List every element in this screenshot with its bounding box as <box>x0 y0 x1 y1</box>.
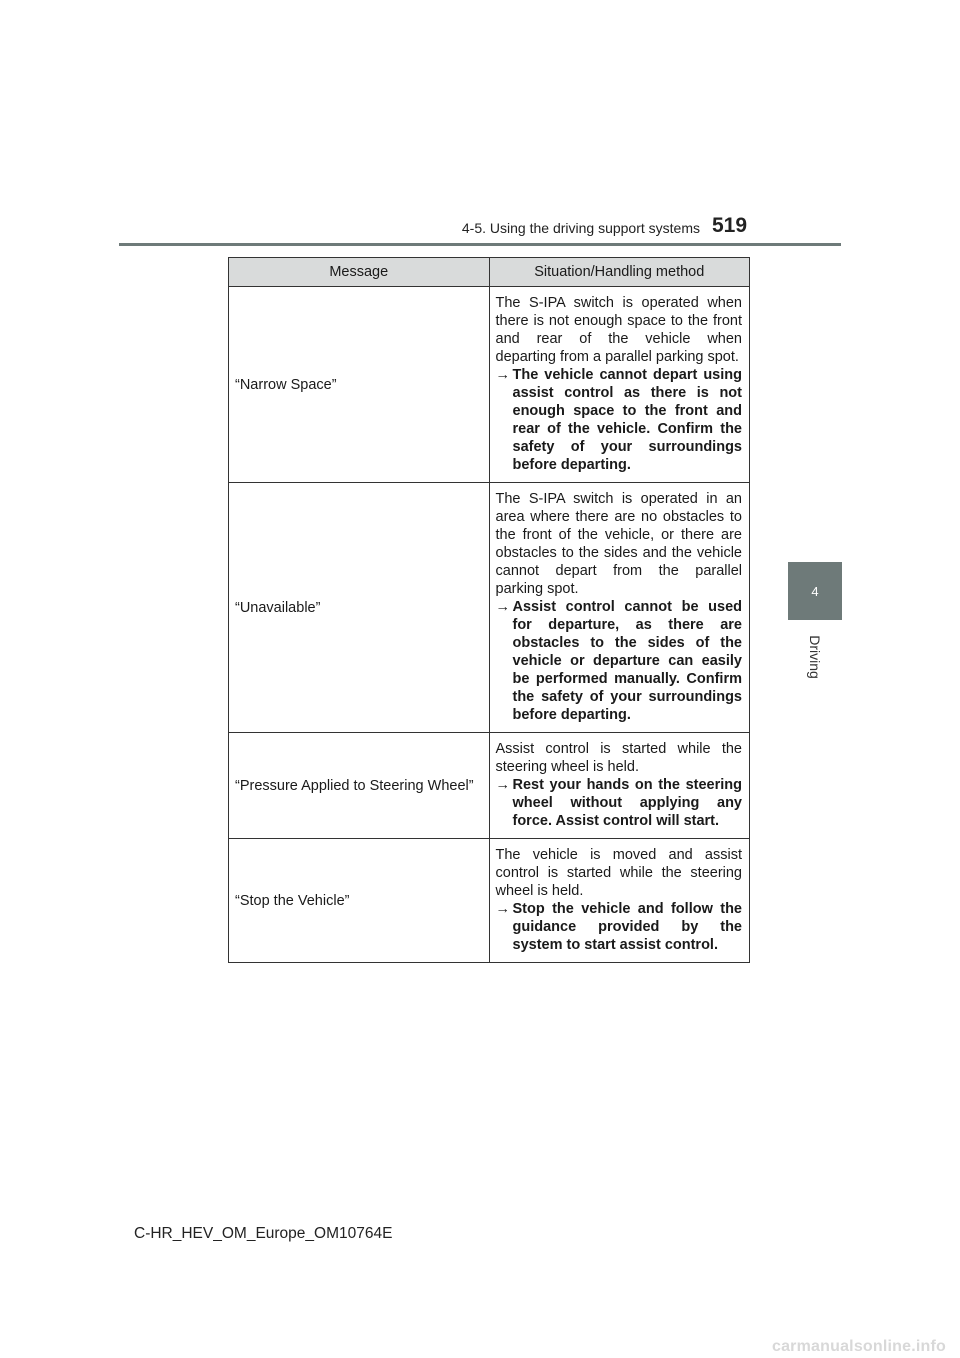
table-row <box>229 733 750 839</box>
situation-text: Assist control is started while the steering wheel is held. <box>495 741 742 775</box>
handling-text-content: Rest your hands on the steering wheel without applying any force. Assist control will start. <box>512 777 742 829</box>
message-cell: “Unavailable” <box>229 483 490 733</box>
chapter-label <box>788 634 842 680</box>
handling-text-content: Assist control cannot be used for departure, as there are obstacles to the sides of the vehicle or departure can easily be performed manually. Confirm the safety of your surroundings before departing. <box>512 599 742 723</box>
watermark <box>0 1335 960 1358</box>
chapter-number: 4 <box>811 583 819 599</box>
handling-text <box>496 776 743 830</box>
message-cell: “Stop the Vehicle” <box>229 839 490 963</box>
situation-text: The S-IPA switch is operated in an area where there are no obstacles to the front of the vehicle, or there are obstacles to the sides and the vehicle cannot depart from the parallel parking spot. <box>495 491 742 597</box>
message-table <box>228 257 750 963</box>
handling-text <box>496 598 743 724</box>
right-arrow-icon: → <box>495 599 510 615</box>
chapter-tab[interactable] <box>788 562 842 620</box>
situation-cell <box>489 733 750 839</box>
message-cell: “Narrow Space” <box>229 287 490 483</box>
situation-text: The S-IPA switch is operated when there is not enough space to the front and rear of the vehicle when departing from a parallel parking spot. <box>495 295 742 365</box>
right-arrow-icon: → <box>495 367 510 383</box>
watermark-text: carmanualsonline.info <box>771 1337 946 1355</box>
column-header-message: Message <box>229 258 490 287</box>
handling-text-content: The vehicle cannot depart using assist control as there is not enough space to the front and rear of the vehicle. Confirm the safety of your surroundings before departing. <box>512 367 742 473</box>
table-row <box>229 839 750 963</box>
header-divider <box>119 243 841 246</box>
section-title: 4-5. Using the driving support systems <box>461 220 700 236</box>
chapter-label-text: Driving <box>806 635 823 679</box>
page-number: 519 <box>712 214 748 237</box>
handling-text <box>496 366 743 474</box>
document-code: C-HR_HEV_OM_Europe_OM10764E <box>134 1225 393 1242</box>
table-row <box>229 483 750 733</box>
handling-text-content: Stop the vehicle and follow the guidance provided by the system to start assist control. <box>512 901 742 953</box>
situation-cell <box>489 839 750 963</box>
handling-text <box>496 900 743 954</box>
table-header-row <box>229 258 750 287</box>
column-header-situation: Situation/Handling method <box>489 258 750 287</box>
situation-cell <box>489 287 750 483</box>
right-arrow-icon: → <box>495 901 510 917</box>
right-arrow-icon: → <box>495 777 510 793</box>
situation-text: The vehicle is moved and assist control is started while the steering wheel is held. <box>495 847 742 899</box>
situation-cell <box>489 483 750 733</box>
table-row <box>229 287 750 483</box>
message-cell: “Pressure Applied to Steering Wheel” <box>229 733 490 839</box>
